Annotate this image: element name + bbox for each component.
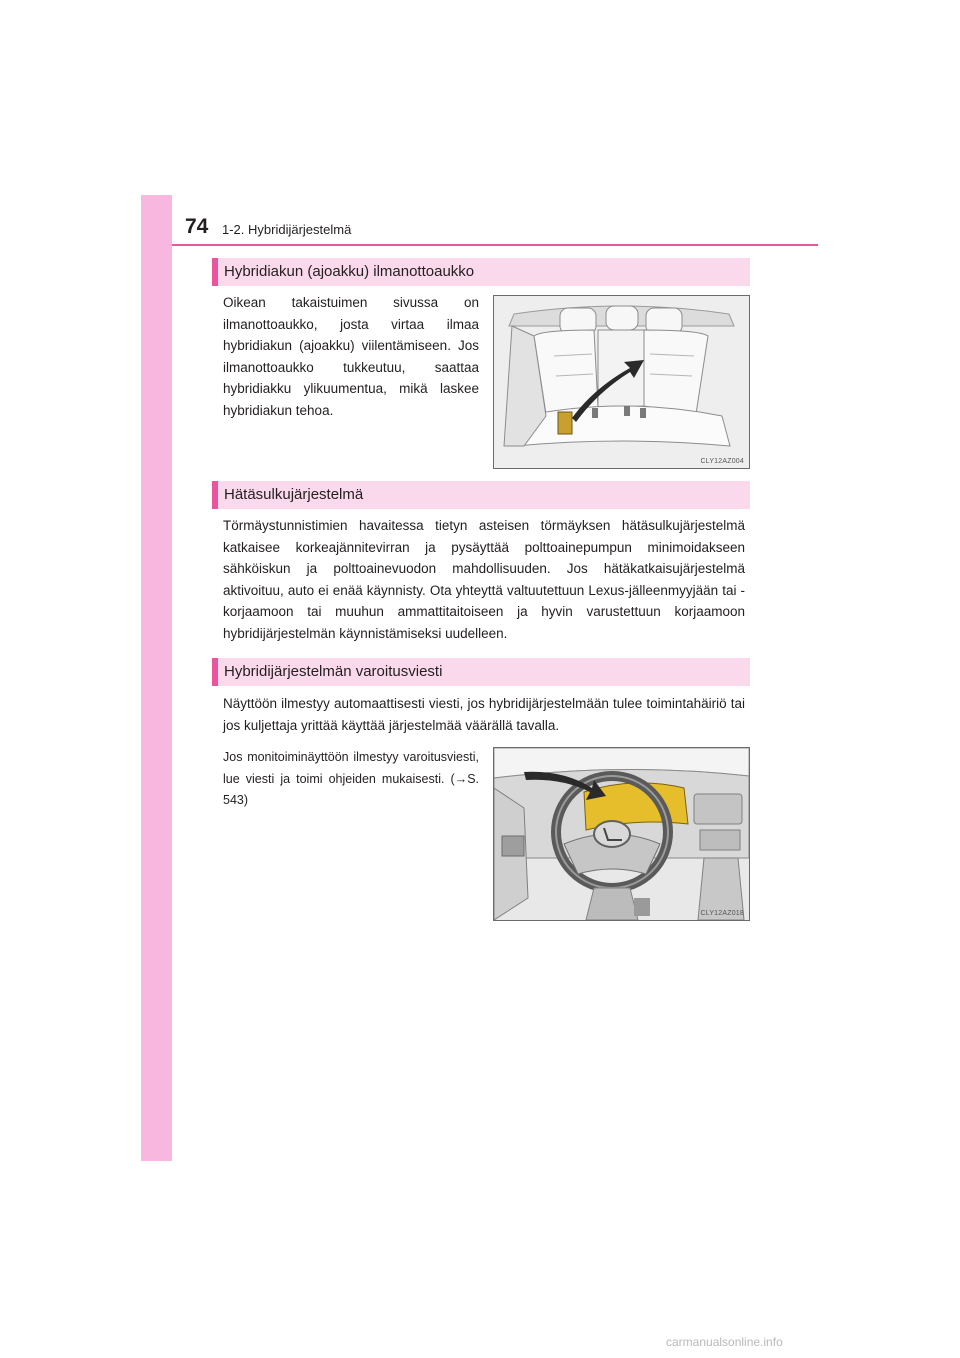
section-heading-marker [212,481,218,509]
figure-code: CLY12AZ018 [700,910,744,917]
paragraph-multi-display: Jos monitoiminäyttöön ilmestyy varoitusviesti, lue viesti ja toimi ohjeiden mukaisesti. (→S. 543) [223,750,479,807]
section-heading-warning-message [212,658,750,686]
section-heading-emergency-shutoff [212,481,750,509]
paragraph-emergency-shutoff: Törmäystunnistimien havaitessa tietyn asteisen törmäyksen hätäsulkujärjestelmä katkaisee korkeajännitevirran ja pysäyttää polttoainepumpun minimoidakseen sähköiskun ja polttoainevuodon mahdollisuuden. Jos hätäkatkaisujärjestelmä aktivoituu, auto ei enää käynnisty. Ota yhteyttä valtuutettuun Lexus-jälleenmyyjään tai -korjaamoon tai muuhun ammattitaitoiseen ja hyvin varustettuun korjaamoon hybridijärjestelmän käynnistämiseksi uudelleen. [223,518,745,641]
dashboard-illustration [494,748,749,920]
side-tab-strip [141,195,172,1161]
section-heading-label: Hybridiakun (ajoakku) ilmanottoaukko [224,263,475,280]
paragraph-air-intake: Oikean takaistuimen sivussa on ilmanottoaukko, josta virtaa ilmaa hybridiakun (ajoakku) viilentämiseen. Jos ilmanottoaukko tukkeutuu, saattaa hybridiakku ylikuumentua, mikä laskee hybridiakun tehoa. [223,295,479,418]
running-head: 1-2. Hybridijärjestelmä [222,222,352,237]
section-heading-marker [212,258,218,286]
section-heading-label: Hätäsulkujärjestelmä [224,486,364,503]
page-number: 74 [185,215,209,238]
section-heading-marker [212,658,218,686]
section-heading-label: Hybridijärjestelmän varoitusviesti [224,663,443,680]
air-intake-highlight [558,412,572,434]
header-rule [172,244,818,246]
figure-instrument-cluster [493,747,750,921]
paragraph-warning-message: Näyttöön ilmestyy automaattisesti viesti, jos hybridijärjestelmään tulee toimintahäiriö tai jos kuljettaja yrittää käyttää järjestelmää väärällä tavalla. [223,696,745,733]
figure-code: CLY12AZ004 [700,458,744,465]
figure-rear-seat-air-intake [493,295,750,469]
section-heading-air-intake [212,258,750,286]
rear-seat-illustration [494,296,749,468]
watermark-text: carmanualsonline.info [666,1335,783,1349]
